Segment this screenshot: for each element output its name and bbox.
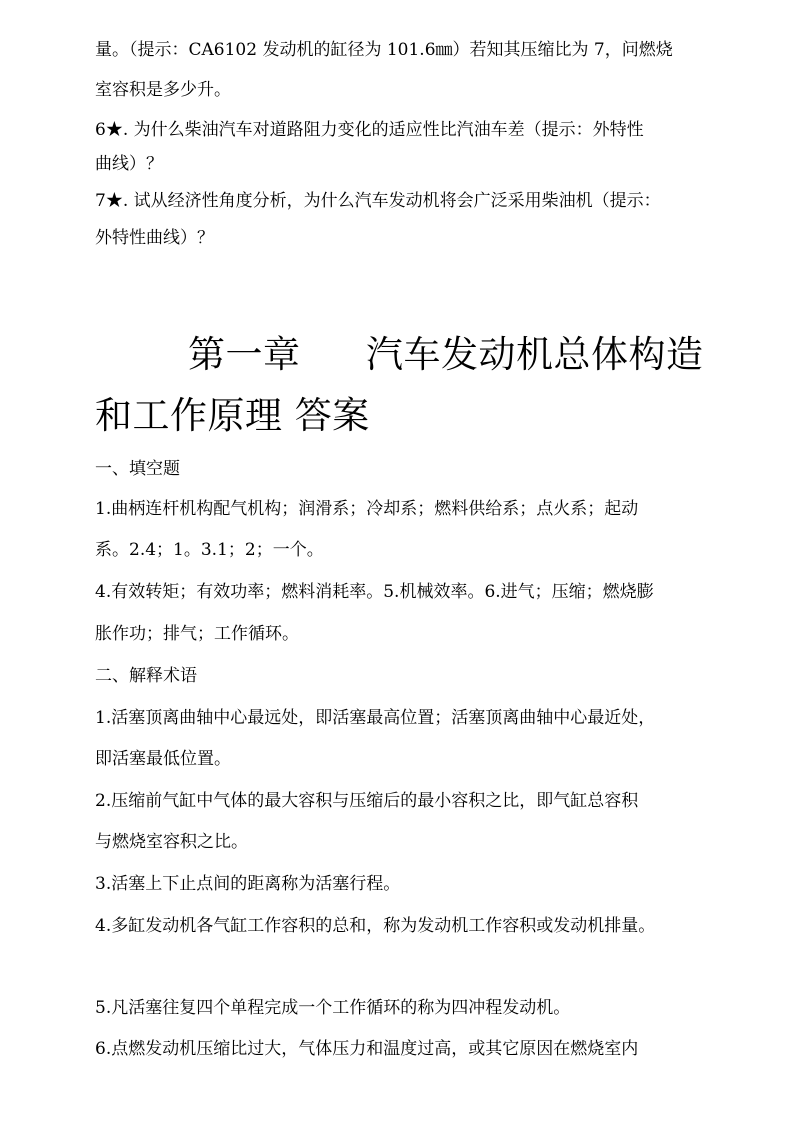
term-answer-line: 6.点燃发动机压缩比过大，气体压力和温度过高，或其它原因在燃烧室内: [95, 1039, 639, 1059]
question-6-line: 6★. 为什么柴油汽车对道路阻力变化的适应性比汽油车差（提示：外特性: [95, 120, 644, 140]
section-heading-fill-blank: 一、填空题: [95, 459, 180, 479]
answer-line: 胀作功；排气；工作循环。: [95, 624, 299, 644]
chapter-number: 第一章: [188, 333, 301, 376]
term-answer-line: 与燃烧室容积之比。: [95, 832, 248, 852]
term-answer-line: 2.压缩前气缸中气体的最大容积与压缩后的最小容积之比，即气缸总容积: [95, 791, 639, 811]
term-answer-line: 即活塞最低位置。: [95, 749, 231, 769]
term-answer-line: 5.凡活塞往复四个单程完成一个工作循环的称为四冲程发动机。: [95, 998, 571, 1018]
section-heading-terms: 二、解释术语: [95, 666, 197, 686]
question-7-line: 7★. 试从经济性角度分析，为什么汽车发动机将会广泛采用柴油机（提示：: [95, 191, 661, 211]
term-answer-line: 3.活塞上下止点间的距离称为活塞行程。: [95, 874, 401, 894]
question-text-line: 量。（提示：CA6102 发动机的缸径为 101.6㎜）若知其压缩比为 7，问燃烧: [95, 40, 673, 60]
term-answer-line: 1.活塞顶离曲轴中心最远处，即活塞最高位置；活塞顶离曲轴中心最近处，: [95, 708, 656, 728]
question-6-line: 曲线）？: [95, 154, 163, 174]
answer-line: 系。2.4；1。3.1；2；一个。: [95, 540, 324, 560]
chapter-title-part1: 汽车发动机总体构造: [366, 333, 704, 376]
term-answer-line: 4.多缸发动机各气缸工作容积的总和，称为发动机工作容积或发动机排量。: [95, 916, 656, 936]
answer-line: 4.有效转矩；有效功率；燃料消耗率。5.机械效率。6.进气；压缩；燃烧膨: [95, 582, 654, 602]
chapter-title-part2: 和工作原理 答案: [95, 394, 370, 437]
question-7-line: 外特性曲线）？: [95, 228, 214, 248]
question-text-line: 室容积是多少升。: [95, 80, 231, 100]
answer-line: 1.曲柄连杆机构配气机构；润滑系；冷却系；燃料供给系；点火系；起动: [95, 499, 639, 519]
